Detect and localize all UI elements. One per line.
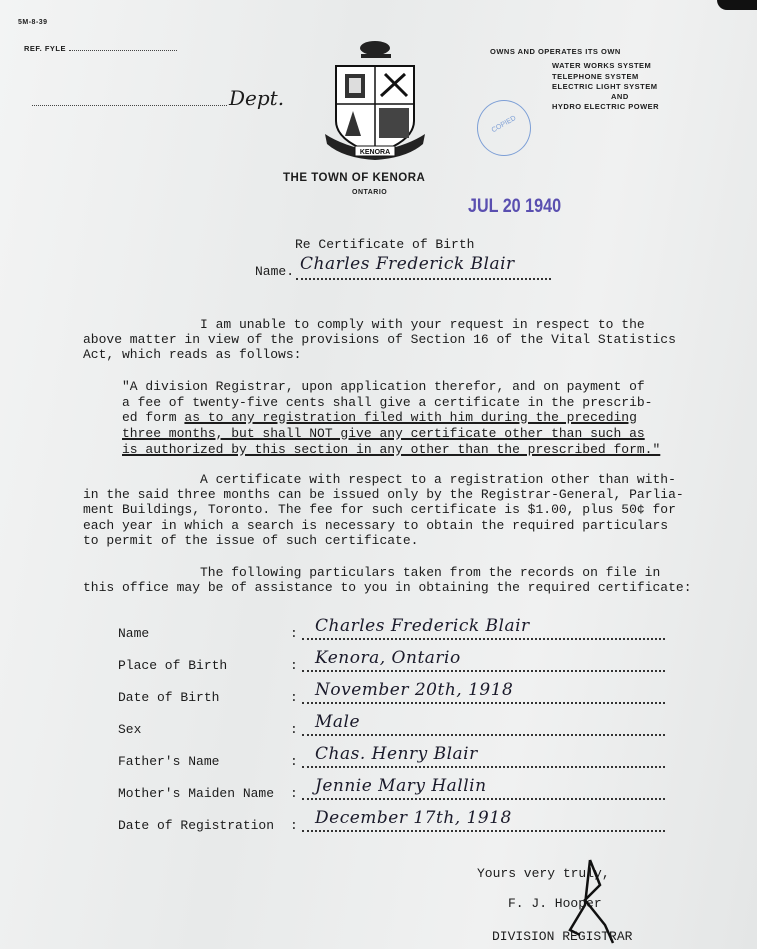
date-stamp: JUL 20 1940 bbox=[468, 196, 562, 217]
quote-line: a fee of twenty-five cents shall give a certificate in the prescrib- bbox=[122, 395, 653, 410]
utility-item: TELEPHONE SYSTEM bbox=[552, 72, 639, 81]
body-line: The following particulars taken from the records on file in bbox=[200, 565, 661, 580]
province: ONTARIO bbox=[352, 189, 388, 196]
subject-name-label: Name. bbox=[255, 264, 295, 279]
crest-banner-text: KENORA bbox=[359, 149, 391, 156]
particular-label: Place of Birth bbox=[118, 658, 228, 673]
particular-colon: : bbox=[290, 626, 298, 641]
particular-value: November 20th, 1918 bbox=[315, 680, 514, 700]
quote-underlined-text: as to any registration filed with him during the preceding bbox=[184, 410, 637, 425]
town-crest-logo bbox=[323, 36, 428, 160]
paper-corner-shadow bbox=[717, 0, 757, 10]
copied-stamp bbox=[477, 100, 531, 156]
quote-line bbox=[122, 410, 637, 425]
body-line: in the said three months can be issued only by the Registrar-General, Parlia- bbox=[83, 487, 684, 502]
particular-value: Male bbox=[315, 712, 361, 732]
utility-item: HYDRO ELECTRIC POWER bbox=[552, 102, 660, 111]
particular-label: Sex bbox=[118, 722, 142, 737]
signer-title: DIVISION REGISTRAR bbox=[492, 929, 633, 944]
particular-label: Name bbox=[118, 626, 150, 641]
particular-label: Date of Registration bbox=[118, 818, 275, 833]
signer-name: F. J. Hooper bbox=[508, 896, 602, 911]
subject-name-value: Charles Frederick Blair bbox=[300, 254, 515, 274]
particular-colon: : bbox=[290, 754, 298, 769]
re-line: Re Certificate of Birth bbox=[295, 237, 475, 252]
body-line: I am unable to comply with your request in respect to the bbox=[200, 317, 645, 332]
particular-value: Kenora, Ontario bbox=[315, 648, 461, 668]
quote-line: "A division Registrar, upon application therefor, and on payment of bbox=[122, 379, 645, 394]
particular-label: Mother's Maiden Name bbox=[118, 786, 275, 801]
salutation: Yours very truly, bbox=[477, 866, 610, 881]
dept-line bbox=[32, 105, 227, 106]
particular-colon: : bbox=[290, 786, 298, 801]
particular-colon: : bbox=[290, 722, 298, 737]
body-line: each year in which a search is necessary to obtain the required particulars bbox=[83, 518, 669, 533]
particular-colon: : bbox=[290, 690, 298, 705]
town-name: THE TOWN OF KENORA bbox=[283, 172, 426, 184]
ref-fyle-label bbox=[24, 44, 177, 53]
body-line: Act, which reads as follows: bbox=[83, 347, 302, 362]
particular-value: Charles Frederick Blair bbox=[315, 616, 530, 636]
utility-item: ELECTRIC LIGHT SYSTEM bbox=[552, 82, 658, 91]
particular-value: Chas. Henry Blair bbox=[315, 744, 478, 764]
particular-value: December 17th, 1918 bbox=[315, 808, 512, 828]
particular-value: Jennie Mary Hallin bbox=[315, 776, 487, 796]
body-line: A certificate with respect to a registration other than with- bbox=[200, 472, 676, 487]
stamp-text: COPIED bbox=[490, 114, 518, 135]
body-line: to permit of the issue of such certificate. bbox=[83, 533, 419, 548]
particular-label: Father's Name bbox=[118, 754, 220, 769]
utility-item: AND bbox=[611, 92, 629, 101]
body-line: above matter in view of the provisions of Section 16 of the Vital Statistics bbox=[83, 332, 676, 347]
particular-label: Date of Birth bbox=[118, 690, 220, 705]
body-line: this office may be of assistance to you in obtaining the required certificate: bbox=[83, 580, 692, 595]
particular-colon: : bbox=[290, 818, 298, 833]
quote-underlined-line: is authorized by this section in any other than the prescribed form." bbox=[122, 442, 661, 457]
quote-underlined-line: three months, but shall NOT give any certificate other than such as bbox=[122, 426, 645, 441]
form-code: 5M-8-39 bbox=[18, 19, 48, 26]
owns-heading: OWNS AND OPERATES ITS OWN bbox=[490, 47, 621, 56]
body-line: ment Buildings, Toronto. The fee for such certificate is $1.00, plus 50¢ for bbox=[83, 502, 676, 517]
dept-label: Dept. bbox=[229, 86, 285, 110]
utility-item: WATER WORKS SYSTEM bbox=[552, 61, 652, 70]
particular-colon: : bbox=[290, 658, 298, 673]
ref-fyle-text: REF. FYLE bbox=[24, 44, 67, 53]
handwritten-signature bbox=[555, 855, 615, 945]
quote-text: ed form bbox=[122, 410, 185, 425]
